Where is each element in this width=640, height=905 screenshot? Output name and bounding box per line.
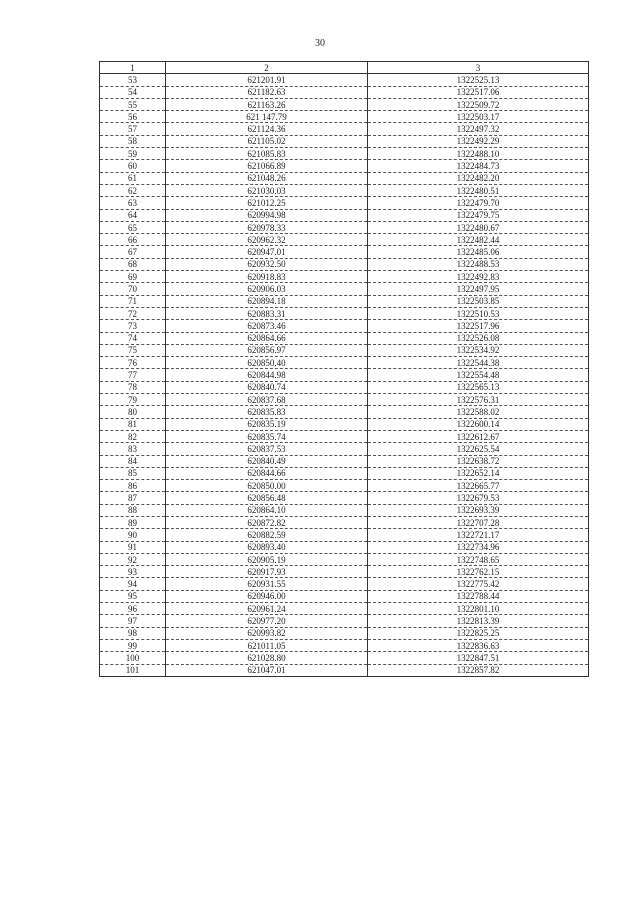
- cell-point-number: 77: [100, 369, 166, 381]
- cell-y-coordinate: 1322801.10: [368, 603, 589, 615]
- cell-y-coordinate: 1322588.02: [368, 406, 589, 418]
- cell-point-number: 91: [100, 541, 166, 553]
- table-row: [100, 430, 589, 442]
- cell-x-coordinate: 620946.00: [166, 590, 368, 602]
- cell-x-coordinate: 621163.26: [166, 98, 368, 110]
- cell-point-number: 53: [100, 74, 166, 86]
- table-row: [100, 480, 589, 492]
- cell-point-number: 55: [100, 98, 166, 110]
- cell-y-coordinate: 1322554.48: [368, 369, 589, 381]
- cell-point-number: 75: [100, 344, 166, 356]
- cell-x-coordinate: 620864.66: [166, 332, 368, 344]
- cell-x-coordinate: 620917.93: [166, 566, 368, 578]
- cell-point-number: 54: [100, 86, 166, 98]
- cell-x-coordinate: 621066.89: [166, 160, 368, 172]
- cell-y-coordinate: 1322665.77: [368, 480, 589, 492]
- cell-y-coordinate: 1322492.29: [368, 135, 589, 147]
- cell-y-coordinate: 1322612.67: [368, 430, 589, 442]
- cell-y-coordinate: 1322734.96: [368, 541, 589, 553]
- cell-y-coordinate: 1322488.53: [368, 258, 589, 270]
- table-row: [100, 443, 589, 455]
- cell-y-coordinate: 1322576.31: [368, 394, 589, 406]
- cell-x-coordinate: 620893.40: [166, 541, 368, 553]
- cell-x-coordinate: 620840.49: [166, 455, 368, 467]
- cell-point-number: 95: [100, 590, 166, 602]
- table-row: [100, 541, 589, 553]
- cell-x-coordinate: 620962.32: [166, 234, 368, 246]
- cell-point-number: 88: [100, 504, 166, 516]
- table-row: [100, 221, 589, 233]
- cell-x-coordinate: 621124.36: [166, 123, 368, 135]
- table-row: [100, 148, 589, 160]
- cell-point-number: 68: [100, 258, 166, 270]
- cell-point-number: 81: [100, 418, 166, 430]
- table-row: [100, 271, 589, 283]
- cell-point-number: 94: [100, 578, 166, 590]
- cell-point-number: 84: [100, 455, 166, 467]
- cell-point-number: 73: [100, 320, 166, 332]
- cell-y-coordinate: 1322479.70: [368, 197, 589, 209]
- cell-point-number: 86: [100, 480, 166, 492]
- cell-y-coordinate: 1322497.32: [368, 123, 589, 135]
- cell-x-coordinate: 620894.18: [166, 295, 368, 307]
- cell-x-coordinate: 620835.83: [166, 406, 368, 418]
- table-row: [100, 504, 589, 516]
- table-row: [100, 664, 589, 676]
- cell-x-coordinate: 620932.50: [166, 258, 368, 270]
- cell-y-coordinate: 1322775.42: [368, 578, 589, 590]
- table-row: [100, 86, 589, 98]
- cell-y-coordinate: 1322517.96: [368, 320, 589, 332]
- cell-x-coordinate: 620844.66: [166, 467, 368, 479]
- cell-y-coordinate: 1322565.13: [368, 381, 589, 393]
- cell-y-coordinate: 1322707.28: [368, 516, 589, 528]
- cell-x-coordinate: 621047.01: [166, 664, 368, 676]
- table-row: [100, 234, 589, 246]
- table-row: [100, 566, 589, 578]
- cell-point-number: 80: [100, 406, 166, 418]
- cell-y-coordinate: 1322482.44: [368, 234, 589, 246]
- cell-y-coordinate: 1322813.39: [368, 615, 589, 627]
- cell-point-number: 96: [100, 603, 166, 615]
- cell-y-coordinate: 1322479.75: [368, 209, 589, 221]
- table-row: [100, 295, 589, 307]
- cell-y-coordinate: 1322480.51: [368, 184, 589, 196]
- table-row: [100, 553, 589, 565]
- cell-point-number: 56: [100, 111, 166, 123]
- cell-y-coordinate: 1322544.38: [368, 357, 589, 369]
- cell-x-coordinate: 621012.25: [166, 197, 368, 209]
- cell-y-coordinate: 1322825.25: [368, 627, 589, 639]
- cell-x-coordinate: 620931.55: [166, 578, 368, 590]
- page-number: 30: [315, 38, 325, 49]
- cell-x-coordinate: 620993.82: [166, 627, 368, 639]
- table-row: [100, 184, 589, 196]
- cell-point-number: 85: [100, 467, 166, 479]
- cell-x-coordinate: 620905.19: [166, 553, 368, 565]
- cell-x-coordinate: 621085.83: [166, 148, 368, 160]
- cell-y-coordinate: 1322526.08: [368, 332, 589, 344]
- cell-point-number: 59: [100, 148, 166, 160]
- table-body: [100, 74, 589, 677]
- cell-y-coordinate: 1322510.53: [368, 307, 589, 319]
- table-row: [100, 246, 589, 258]
- cell-x-coordinate: 620850.00: [166, 480, 368, 492]
- cell-point-number: 62: [100, 184, 166, 196]
- cell-y-coordinate: 1322638.72: [368, 455, 589, 467]
- cell-y-coordinate: 1322480.67: [368, 221, 589, 233]
- table-row: [100, 492, 589, 504]
- cell-x-coordinate: 620835.19: [166, 418, 368, 430]
- column-header-y: 3: [368, 62, 589, 74]
- table-row: [100, 111, 589, 123]
- cell-point-number: 61: [100, 172, 166, 184]
- cell-x-coordinate: 621048.26: [166, 172, 368, 184]
- cell-x-coordinate: 620835.74: [166, 430, 368, 442]
- cell-x-coordinate: 620961.24: [166, 603, 368, 615]
- cell-point-number: 78: [100, 381, 166, 393]
- cell-point-number: 71: [100, 295, 166, 307]
- table-row: [100, 283, 589, 295]
- cell-x-coordinate: 621028.80: [166, 652, 368, 664]
- table-row: [100, 381, 589, 393]
- table-row: [100, 307, 589, 319]
- cell-x-coordinate: 620872.82: [166, 516, 368, 528]
- cell-x-coordinate: 620837.68: [166, 394, 368, 406]
- table-row: [100, 344, 589, 356]
- table-row: [100, 627, 589, 639]
- cell-y-coordinate: 1322492.83: [368, 271, 589, 283]
- cell-x-coordinate: 621030.03: [166, 184, 368, 196]
- cell-y-coordinate: 1322517.06: [368, 86, 589, 98]
- table-row: [100, 209, 589, 221]
- table-row: [100, 516, 589, 528]
- cell-point-number: 100: [100, 652, 166, 664]
- table-row: [100, 98, 589, 110]
- cell-point-number: 83: [100, 443, 166, 455]
- cell-x-coordinate: 621201.91: [166, 74, 368, 86]
- cell-y-coordinate: 1322525.13: [368, 74, 589, 86]
- cell-x-coordinate: 620947.01: [166, 246, 368, 258]
- cell-y-coordinate: 1322748.65: [368, 553, 589, 565]
- cell-point-number: 57: [100, 123, 166, 135]
- cell-x-coordinate: 620918.83: [166, 271, 368, 283]
- cell-point-number: 58: [100, 135, 166, 147]
- cell-point-number: 101: [100, 664, 166, 676]
- cell-x-coordinate: 620977.20: [166, 615, 368, 627]
- cell-point-number: 82: [100, 430, 166, 442]
- cell-x-coordinate: 621011.05: [166, 639, 368, 651]
- cell-y-coordinate: 1322534.92: [368, 344, 589, 356]
- cell-point-number: 60: [100, 160, 166, 172]
- column-header-x: 2: [166, 62, 368, 74]
- cell-x-coordinate: 620994.98: [166, 209, 368, 221]
- cell-y-coordinate: 1322836.63: [368, 639, 589, 651]
- cell-x-coordinate: 620850.40: [166, 357, 368, 369]
- table-row: [100, 615, 589, 627]
- table-row: [100, 172, 589, 184]
- cell-point-number: 99: [100, 639, 166, 651]
- cell-y-coordinate: 1322847.51: [368, 652, 589, 664]
- cell-x-coordinate: 621105.02: [166, 135, 368, 147]
- cell-y-coordinate: 1322509.72: [368, 98, 589, 110]
- cell-x-coordinate: 620906.03: [166, 283, 368, 295]
- cell-point-number: 63: [100, 197, 166, 209]
- cell-point-number: 72: [100, 307, 166, 319]
- cell-x-coordinate: 620873.46: [166, 320, 368, 332]
- cell-point-number: 76: [100, 357, 166, 369]
- cell-y-coordinate: 1322497.95: [368, 283, 589, 295]
- cell-x-coordinate: 620883.31: [166, 307, 368, 319]
- cell-point-number: 98: [100, 627, 166, 639]
- table-header-row: [100, 62, 589, 74]
- cell-point-number: 97: [100, 615, 166, 627]
- cell-point-number: 87: [100, 492, 166, 504]
- cell-x-coordinate: 620856.97: [166, 344, 368, 356]
- cell-y-coordinate: 1322484.73: [368, 160, 589, 172]
- cell-point-number: 69: [100, 271, 166, 283]
- cell-x-coordinate: 620864.10: [166, 504, 368, 516]
- cell-point-number: 70: [100, 283, 166, 295]
- cell-x-coordinate: 621182.63: [166, 86, 368, 98]
- table-row: [100, 74, 589, 86]
- cell-point-number: 64: [100, 209, 166, 221]
- table-row: [100, 123, 589, 135]
- cell-point-number: 93: [100, 566, 166, 578]
- cell-x-coordinate: 620837.53: [166, 443, 368, 455]
- table-row: [100, 369, 589, 381]
- table-row: [100, 418, 589, 430]
- cell-y-coordinate: 1322485.06: [368, 246, 589, 258]
- cell-x-coordinate: 620882.59: [166, 529, 368, 541]
- cell-point-number: 67: [100, 246, 166, 258]
- column-header-point-number: 1: [100, 62, 166, 74]
- cell-point-number: 79: [100, 394, 166, 406]
- table-row: [100, 394, 589, 406]
- table-row: [100, 467, 589, 479]
- table-row: [100, 320, 589, 332]
- table-row: [100, 529, 589, 541]
- cell-y-coordinate: 1322503.85: [368, 295, 589, 307]
- cell-y-coordinate: 1322762.15: [368, 566, 589, 578]
- table-row: [100, 590, 589, 602]
- cell-point-number: 66: [100, 234, 166, 246]
- table-row: [100, 639, 589, 651]
- table-row: [100, 652, 589, 664]
- table-row: [100, 603, 589, 615]
- cell-y-coordinate: 1322625.54: [368, 443, 589, 455]
- cell-point-number: 89: [100, 516, 166, 528]
- cell-x-coordinate: 620840.74: [166, 381, 368, 393]
- cell-y-coordinate: 1322503.17: [368, 111, 589, 123]
- table-row: [100, 455, 589, 467]
- cell-point-number: 92: [100, 553, 166, 565]
- cell-y-coordinate: 1322721.17: [368, 529, 589, 541]
- coordinates-table: [99, 61, 589, 677]
- cell-y-coordinate: 1322857.82: [368, 664, 589, 676]
- cell-y-coordinate: 1322600.14: [368, 418, 589, 430]
- table-row: [100, 406, 589, 418]
- cell-y-coordinate: 1322488.10: [368, 148, 589, 160]
- table-row: [100, 135, 589, 147]
- cell-x-coordinate: 620844.98: [166, 369, 368, 381]
- cell-point-number: 74: [100, 332, 166, 344]
- cell-x-coordinate: 620978.33: [166, 221, 368, 233]
- cell-point-number: 90: [100, 529, 166, 541]
- cell-y-coordinate: 1322482.20: [368, 172, 589, 184]
- cell-point-number: 65: [100, 221, 166, 233]
- table-row: [100, 332, 589, 344]
- cell-x-coordinate: 620856.48: [166, 492, 368, 504]
- table-row: [100, 160, 589, 172]
- cell-y-coordinate: 1322679.53: [368, 492, 589, 504]
- cell-y-coordinate: 1322788.44: [368, 590, 589, 602]
- table-row: [100, 258, 589, 270]
- cell-y-coordinate: 1322693.39: [368, 504, 589, 516]
- cell-y-coordinate: 1322652.14: [368, 467, 589, 479]
- table-row: [100, 197, 589, 209]
- cell-x-coordinate: 621 147.79: [166, 111, 368, 123]
- table-row: [100, 578, 589, 590]
- table-row: [100, 357, 589, 369]
